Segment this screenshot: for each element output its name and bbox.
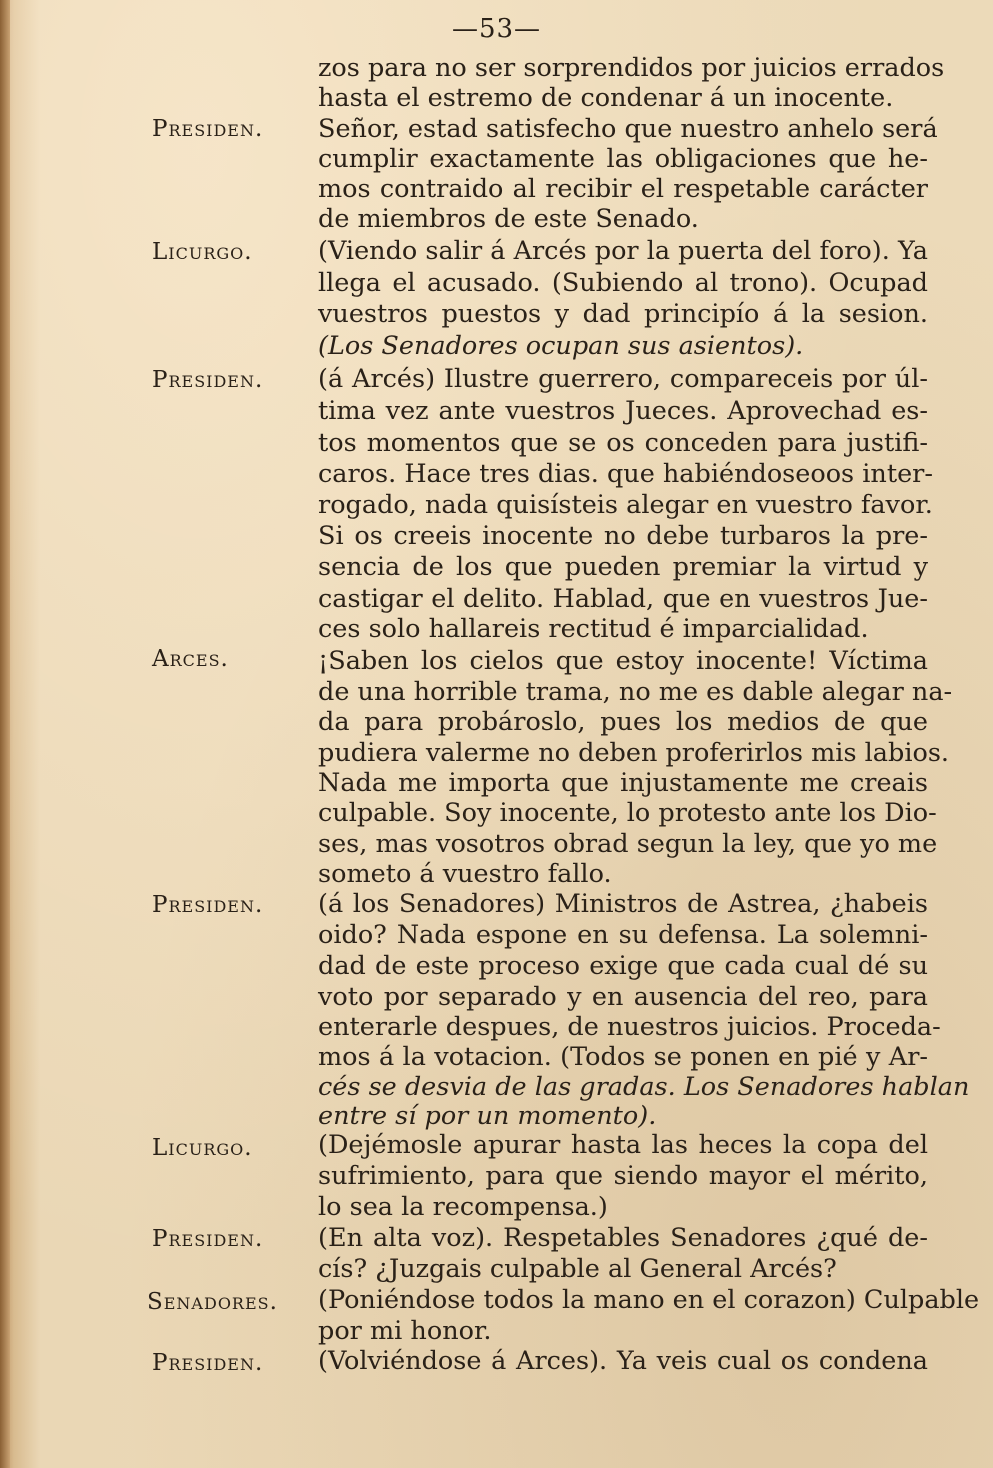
text-line: (á los Senadores) Ministros de Astrea, ¿habeis — [318, 889, 928, 919]
stage-direction-line: cés se desvia de las gradas. Los Senadores hablan — [318, 1072, 970, 1102]
text-line: dad de este proceso exige que cada cual dé su — [318, 951, 928, 981]
text-line: tima vez ante vuestros Jueces. Aprovechad es- — [318, 396, 928, 426]
text-line: Señor, estad satisfecho que nuestro anhelo será — [318, 114, 938, 144]
page-number: —53— — [451, 14, 542, 44]
text-line: someto á vuestro fallo. — [318, 859, 612, 889]
text-line: culpable. Soy inocente, lo protesto ante los Dio- — [318, 798, 937, 828]
text-line: (Dejémosle apurar hasta las heces la copa del — [318, 1130, 928, 1160]
speaker-name: Licurgo. — [152, 1135, 253, 1161]
stage-direction-line: (Los Senadores ocupan sus asientos). — [318, 331, 804, 361]
text-line: mos á la votacion. (Todos se ponen en pié y Ar- — [318, 1042, 928, 1072]
text-line: de miembros de este Senado. — [318, 204, 699, 234]
text-line: (Volviéndose á Arces). Ya veis cual os condena — [318, 1346, 928, 1376]
text-line: castigar el delito. Hablad, que en vuestros Jue- — [318, 584, 928, 614]
text-line: oido? Nada espone en su defensa. La solemni- — [318, 920, 928, 950]
text-line: ses, mas vosotros obrad segun la ley, que yo me — [318, 829, 938, 859]
speaker-name: Presiden. — [152, 892, 264, 918]
text-line: rogado, nada quisísteis alegar en vuestro favor. — [318, 490, 933, 520]
text-line: hasta el estremo de condenar á un inocente. — [318, 83, 894, 113]
text-line: pudiera valerme no deben proferirlos mis labios. — [318, 738, 950, 768]
text-line: lo sea la recompensa.) — [318, 1192, 608, 1222]
text-line: Si os creeis inocente no debe turbaros la pre- — [318, 521, 928, 551]
text-line: enterarle despues, de nuestros juicios. Proceda- — [318, 1012, 941, 1042]
text-line: sufrimiento, para que siendo mayor el mérito, — [318, 1161, 928, 1191]
text-line: cís? ¿Juzgais culpable al General Arcés? — [318, 1254, 837, 1284]
text-line: ces solo hallareis rectitud é imparcialidad. — [318, 614, 869, 644]
text-line: (á Arcés) Ilustre guerrero, compareceis por úl- — [318, 364, 928, 394]
text-line: voto por separado y en ausencia del reo, para — [318, 982, 928, 1012]
text-line: por mi honor. — [318, 1316, 492, 1346]
text-line: sencia de los que pueden premiar la virtud y — [318, 552, 928, 582]
speaker-name: Presiden. — [152, 116, 264, 142]
speaker-name: Arces. — [152, 646, 229, 672]
speaker-name: Presiden. — [152, 1350, 264, 1376]
speaker-name: Presiden. — [152, 367, 264, 393]
text-line: mos contraido al recibir el respetable carácter — [318, 174, 928, 204]
text-line: (En alta voz). Respetables Senadores ¿qué de- — [318, 1223, 928, 1253]
speaker-name: Senadores. — [147, 1289, 278, 1315]
text-line: ¡Saben los cielos que estoy inocente! Víctima — [318, 646, 928, 676]
text-line: tos momentos que se os conceden para justifi- — [318, 428, 928, 458]
text-line: Nada me importa que injustamente me creais — [318, 768, 928, 798]
text-line: zos para no ser sorprendidos por juicios errados — [318, 53, 945, 83]
speaker-name: Licurgo. — [152, 239, 253, 265]
text-line: (Poniéndose todos la mano en el corazon) Culpable — [318, 1285, 980, 1315]
text-line: vuestros puestos y dad principío á la sesion. — [318, 299, 928, 329]
text-line: llega el acusado. (Subiendo al trono). Ocupad — [318, 268, 928, 298]
text-line: (Viendo salir á Arcés por la puerta del foro). Ya — [318, 236, 928, 266]
page-edge-shadow — [0, 0, 10, 1468]
text-line: caros. Hace tres dias. que habiéndoseoos inter- — [318, 459, 933, 489]
stage-direction-line: entre sí por un momento). — [318, 1101, 657, 1131]
speaker-name: Presiden. — [152, 1226, 264, 1252]
text-line: de una horrible trama, no me es dable alegar na- — [318, 677, 953, 707]
text-line: cumplir exactamente las obligaciones que he- — [318, 144, 928, 174]
text-line: da para probároslo, pues los medios de que — [318, 707, 928, 737]
